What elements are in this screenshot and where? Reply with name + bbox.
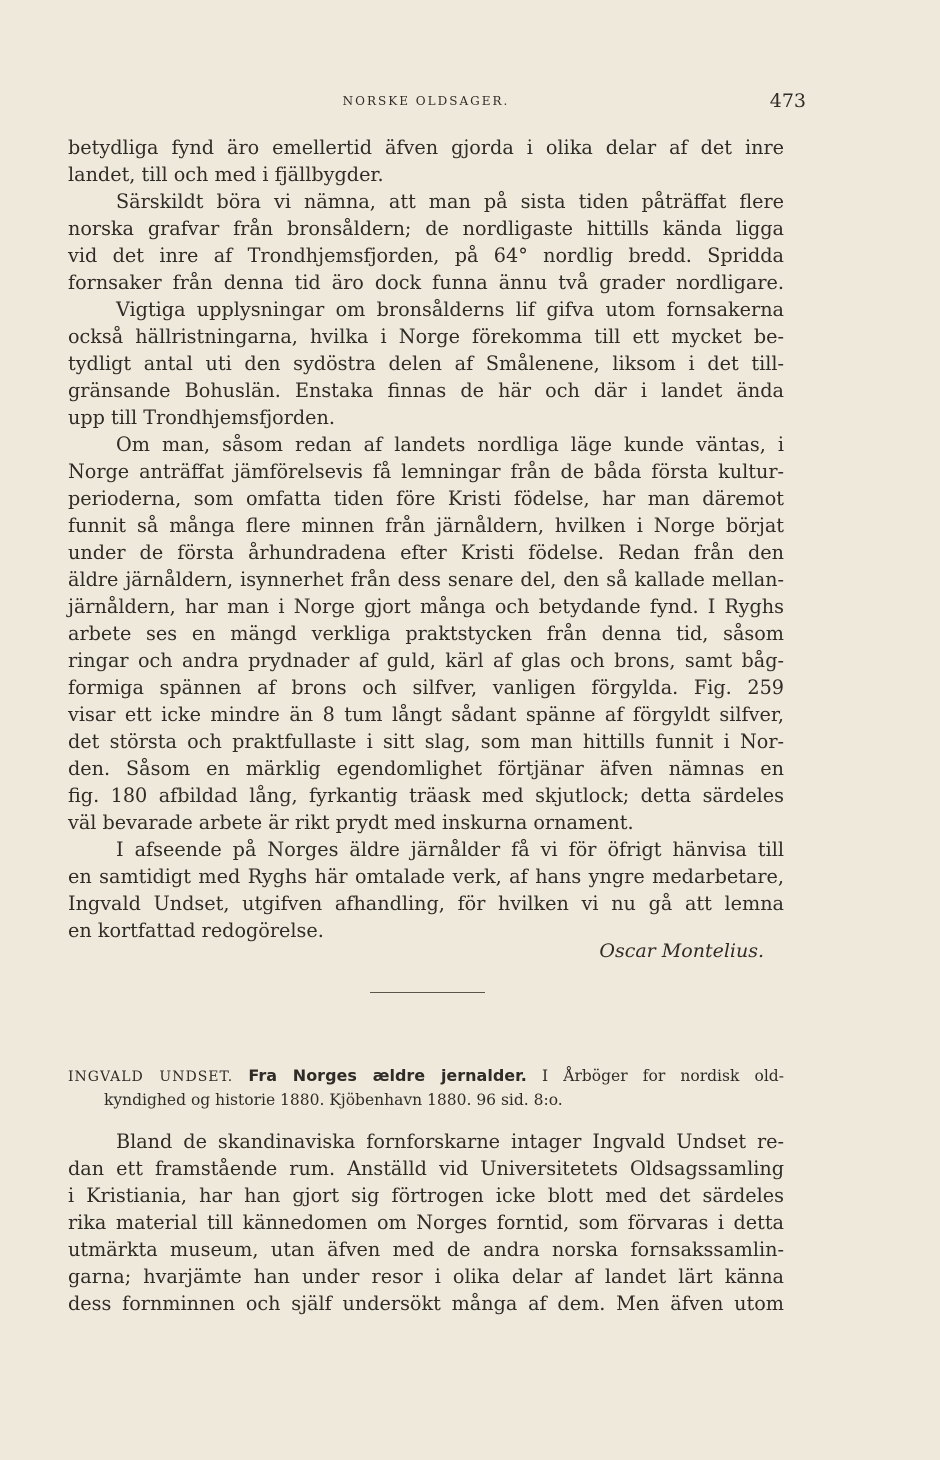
review-heading [68, 1064, 784, 1112]
text-line: den. Såsom en märklig egendomlighet förtjänar äfven nämnas en [68, 757, 784, 780]
text-line: gränsande Bohuslän. Enstaka finnas de här och där i landet ända [68, 379, 784, 402]
text-line: Ingvald Undset, utgifven afhandling, för hvilken vi nu gå att lemna [68, 892, 784, 915]
text-line: utmärkta museum, utan äfven med de andra norska fornsakssamlin- [68, 1238, 784, 1261]
text-line: i Kristiania, har han gjort sig förtrogen icke blott med det särdeles [68, 1184, 784, 1207]
text-line: arbete ses en mängd verkliga praktstycken från denna tid, såsom [68, 622, 784, 645]
text-line: vid det inre af Trondhjemsfjorden, på 64° nordlig bredd. Spridda [68, 244, 784, 267]
text-line: en kortfattad redogörelse. [68, 919, 324, 942]
section-divider [370, 992, 485, 993]
review-citation-line: kyndighed og historie 1880. Kjöbenhavn 1880. 96 sid. 8:o. [104, 1091, 563, 1109]
text-line: upp till Trondhjemsfjorden. [68, 406, 335, 429]
text-line: väl bevarade arbete är rikt prydt med inskurna ornament. [68, 811, 634, 834]
running-title: NORSKE OLDSAGER. [342, 94, 510, 108]
text-line: ringar och andra prydnader af guld, kärl af glas och brons, samt båg- [68, 649, 784, 672]
text-line: formiga spännen af brons och silfver, vanligen förgylda. Fig. 259 [68, 676, 784, 699]
text-line: dess fornminnen och själf undersökt många af dem. Men äfven utom [68, 1292, 784, 1315]
text-line: det största och praktfullaste i sitt slag, som man hittills funnit i Nor- [68, 730, 784, 753]
text-line: Särskildt böra vi nämna, att man på sista tiden påträffat flere [116, 190, 784, 213]
text-line: också hällristningarna, hvilka i Norge förekomma till ett mycket be- [68, 325, 784, 348]
text-line: äldre järnåldern, isynnerhet från dess senare del, den så kallade mellan- [68, 568, 784, 591]
review-text [68, 1128, 784, 1317]
text-line: järnåldern, har man i Norge gjort många och betydande fynd. I Ryghs [68, 595, 784, 618]
text-line: norska grafvar från bronsåldern; de nordligaste hittills kända ligga [68, 217, 784, 240]
text-line: under de första århundradena efter Kristi födelse. Redan från den [68, 541, 784, 564]
main-text [68, 134, 784, 944]
text-line: I afseende på Norges äldre järnålder få vi för öfrigt hänvisa till [116, 838, 784, 861]
text-line: garna; hvarjämte han under resor i olika delar af landet lärt känna [68, 1265, 784, 1288]
text-line: fornsaker från denna tid äro dock funna ännu två grader nordligare. [68, 271, 784, 294]
review-title: Fra Norges ældre jernalder. [248, 1066, 527, 1085]
text-line: rika material till kännedomen om Norges forntid, som förvaras i detta [68, 1211, 784, 1234]
author-signature: Oscar Montelius. [599, 940, 764, 962]
text-line: dan ett framstående rum. Anställd vid Universitetets Oldsagssamling [68, 1157, 784, 1180]
review-author: INGVALD UNDSET. [68, 1069, 234, 1085]
text-line: visar ett icke mindre än 8 tum långt sådant spänne af förgyldt silfver, [68, 703, 784, 726]
text-line: Vigtiga upplysningar om bronsålderns lif gifva utom fornsakerna [116, 298, 784, 321]
page-number: 473 [769, 90, 806, 112]
text-line: perioderna, som omfatta tiden före Kristi födelse, har man däremot [68, 487, 784, 510]
text-line: Norge anträffat jämförelsevis få lemningar från de båda första kultur- [68, 460, 784, 483]
review-heading-line [68, 1064, 784, 1088]
text-line: betydliga fynd äro emellertid äfven gjorda i olika delar af det inre [68, 136, 784, 159]
text-line: landet, till och med i fjällbygder. [68, 163, 384, 186]
text-line: fig. 180 afbildad lång, fyrkantig träask med skjutlock; detta särdeles [68, 784, 784, 807]
text-line: Om man, såsom redan af landets nordliga läge kunde väntas, i [116, 433, 784, 456]
running-head [68, 90, 806, 112]
text-line: tydligt antal uti den sydöstra delen af Smålenene, liksom i det till- [68, 352, 784, 375]
review-citation: I Årböger for nordisk old- [541, 1067, 784, 1085]
text-line: funnit så många flere minnen från järnåldern, hvilken i Norge börjat [68, 514, 784, 537]
text-line: Bland de skandinaviska fornforskarne intager Ingvald Undset re- [116, 1130, 784, 1153]
text-line: en samtidigt med Ryghs här omtalade verk, af hans yngre medarbetare, [68, 865, 784, 888]
